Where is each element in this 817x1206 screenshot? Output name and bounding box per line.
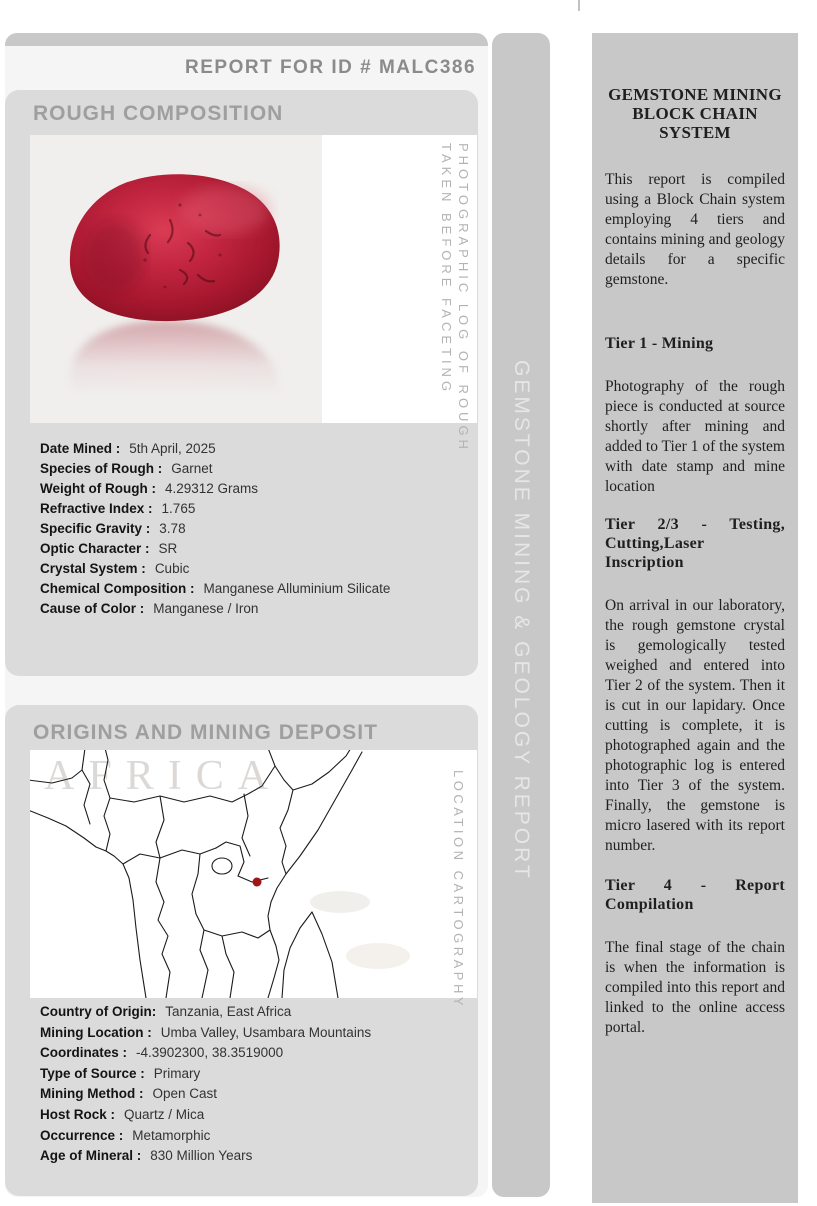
sidebar-section-heading: Tier 1 - Mining: [605, 335, 714, 352]
field-row: [40, 539, 390, 559]
field-row: [40, 1146, 371, 1167]
blockchain-sidebar: [592, 33, 798, 1203]
rough-composition-fields: [40, 439, 390, 619]
field-row: [40, 1064, 371, 1085]
field-label: Mining Method :: [40, 1086, 144, 1102]
field-row: [40, 1023, 371, 1044]
field-value: Tanzania, East Africa: [165, 1004, 292, 1019]
field-value: Primary: [153, 1065, 201, 1081]
photo-caption-line2: TAKEN BEFORE FACETING: [439, 143, 454, 396]
field-label: Age of Mineral :: [40, 1148, 142, 1164]
field-value: 1.765: [161, 501, 196, 516]
field-row: [40, 1002, 371, 1023]
sidebar-section-heading: Tier 2/3 - Testing, Cutting,Laser Inscription: [605, 516, 785, 571]
field-value: 5th April, 2025: [129, 441, 216, 456]
field-label: Chemical Composition :: [40, 581, 195, 596]
field-row: [40, 439, 390, 459]
field-row: [40, 1105, 371, 1126]
field-value: Umba Valley, Usambara Mountains: [160, 1024, 372, 1040]
mine-location-marker: [253, 878, 262, 887]
field-label: Type of Source :: [40, 1065, 145, 1081]
field-label: Mining Location :: [40, 1024, 152, 1040]
origins-fields: [40, 1002, 371, 1167]
photo-caption-vertical: [438, 143, 472, 453]
field-row: [40, 559, 390, 579]
field-row: [40, 1126, 371, 1147]
field-label: Occurrence :: [40, 1127, 124, 1143]
field-label: Date Mined :: [40, 441, 121, 456]
field-row: [40, 599, 390, 619]
sidebar-section-heading: Tier 4 - Report Compilation: [605, 877, 785, 913]
rough-gemstone-image: [30, 135, 322, 423]
sidebar-section-tier23: [605, 515, 785, 856]
field-value: 830 Million Years: [150, 1148, 253, 1164]
field-value: 3.78: [159, 521, 186, 536]
photo-caption-line1: PHOTOGRAPHIC LOG OF ROUGH: [456, 143, 471, 453]
field-value: Open Cast: [152, 1086, 218, 1102]
field-value: Garnet: [171, 461, 213, 476]
rough-gemstone-photo: [30, 135, 322, 423]
field-label: Country of Origin:: [40, 1004, 157, 1019]
origins-heading: ORIGINS AND MINING DEPOSIT: [33, 721, 378, 744]
field-value: 4.29312 Grams: [164, 481, 259, 496]
field-row: [40, 479, 390, 499]
sidebar-section-body: Photography of the rough piece is conducted at source shortly after mining and added to Tier 1 of the system with date stamp and mine location: [605, 378, 785, 495]
field-label: Cause of Color :: [40, 601, 145, 616]
field-row: [40, 579, 390, 599]
map-box: [30, 750, 477, 1010]
top-divider: [578, 0, 580, 11]
sidebar-section-body: The final stage of the chain is when the information is compiled into this report and linked to the online access portal.: [605, 939, 785, 1036]
rough-composition-heading: ROUGH COMPOSITION: [33, 102, 284, 125]
field-value: Manganese Alluminium Silicate: [203, 581, 391, 596]
sidebar-intro: This report is compiled using a Block Chain system employing 4 tiers and contains mining and geology details for a specific gemstone.: [605, 171, 785, 288]
field-row: [40, 499, 390, 519]
field-value: -4.3902300, 38.3519000: [136, 1045, 284, 1061]
field-label: Refractive Index :: [40, 501, 153, 516]
report-id-title: REPORT FOR ID # MALC386: [185, 57, 477, 78]
field-row: [40, 519, 390, 539]
sidebar-section-tier1: [605, 334, 785, 497]
field-value: Cubic: [154, 561, 190, 576]
field-label: Specific Gravity :: [40, 521, 151, 536]
vertical-banner: [492, 33, 550, 1197]
sidebar-title: GEMSTONE MINING BLOCK CHAIN SYSTEM: [608, 85, 782, 142]
field-label: Coordinates :: [40, 1045, 128, 1061]
field-label: Optic Character :: [40, 541, 150, 556]
field-value: Quartz / Mica: [124, 1106, 205, 1122]
field-row: [40, 1043, 371, 1064]
field-label: Crystal System :: [40, 561, 146, 576]
field-value: SR: [158, 541, 178, 556]
field-value: Metamorphic: [132, 1127, 211, 1143]
field-label: Species of Rough :: [40, 461, 163, 476]
field-label: Host Rock :: [40, 1106, 116, 1122]
panel-top-band: [5, 33, 488, 46]
sidebar-section-tier4: [605, 876, 785, 1038]
map-watermark: AFRICA: [44, 753, 283, 799]
sidebar-section-body: On arrival in our laboratory, the rough gemstone crystal is gemologically tested weighed and entered into Tier 2 of the system. Then it is cut in our lapidary. Once cutting is complete, it is photographed again and the photographic log is entered into Tier 3 of the system. Finally, the gemstone is micro lasered with its report number.: [605, 597, 785, 854]
vertical-banner-text: GEMSTONE MINING & GEOLOGY REPORT: [510, 360, 533, 881]
field-row: [40, 1084, 371, 1105]
map-caption-vertical: LOCATION CARTOGRAPHY: [451, 770, 466, 1010]
field-label: Weight of Rough :: [40, 481, 156, 496]
field-value: Manganese / Iron: [153, 601, 259, 616]
field-row: [40, 459, 390, 479]
